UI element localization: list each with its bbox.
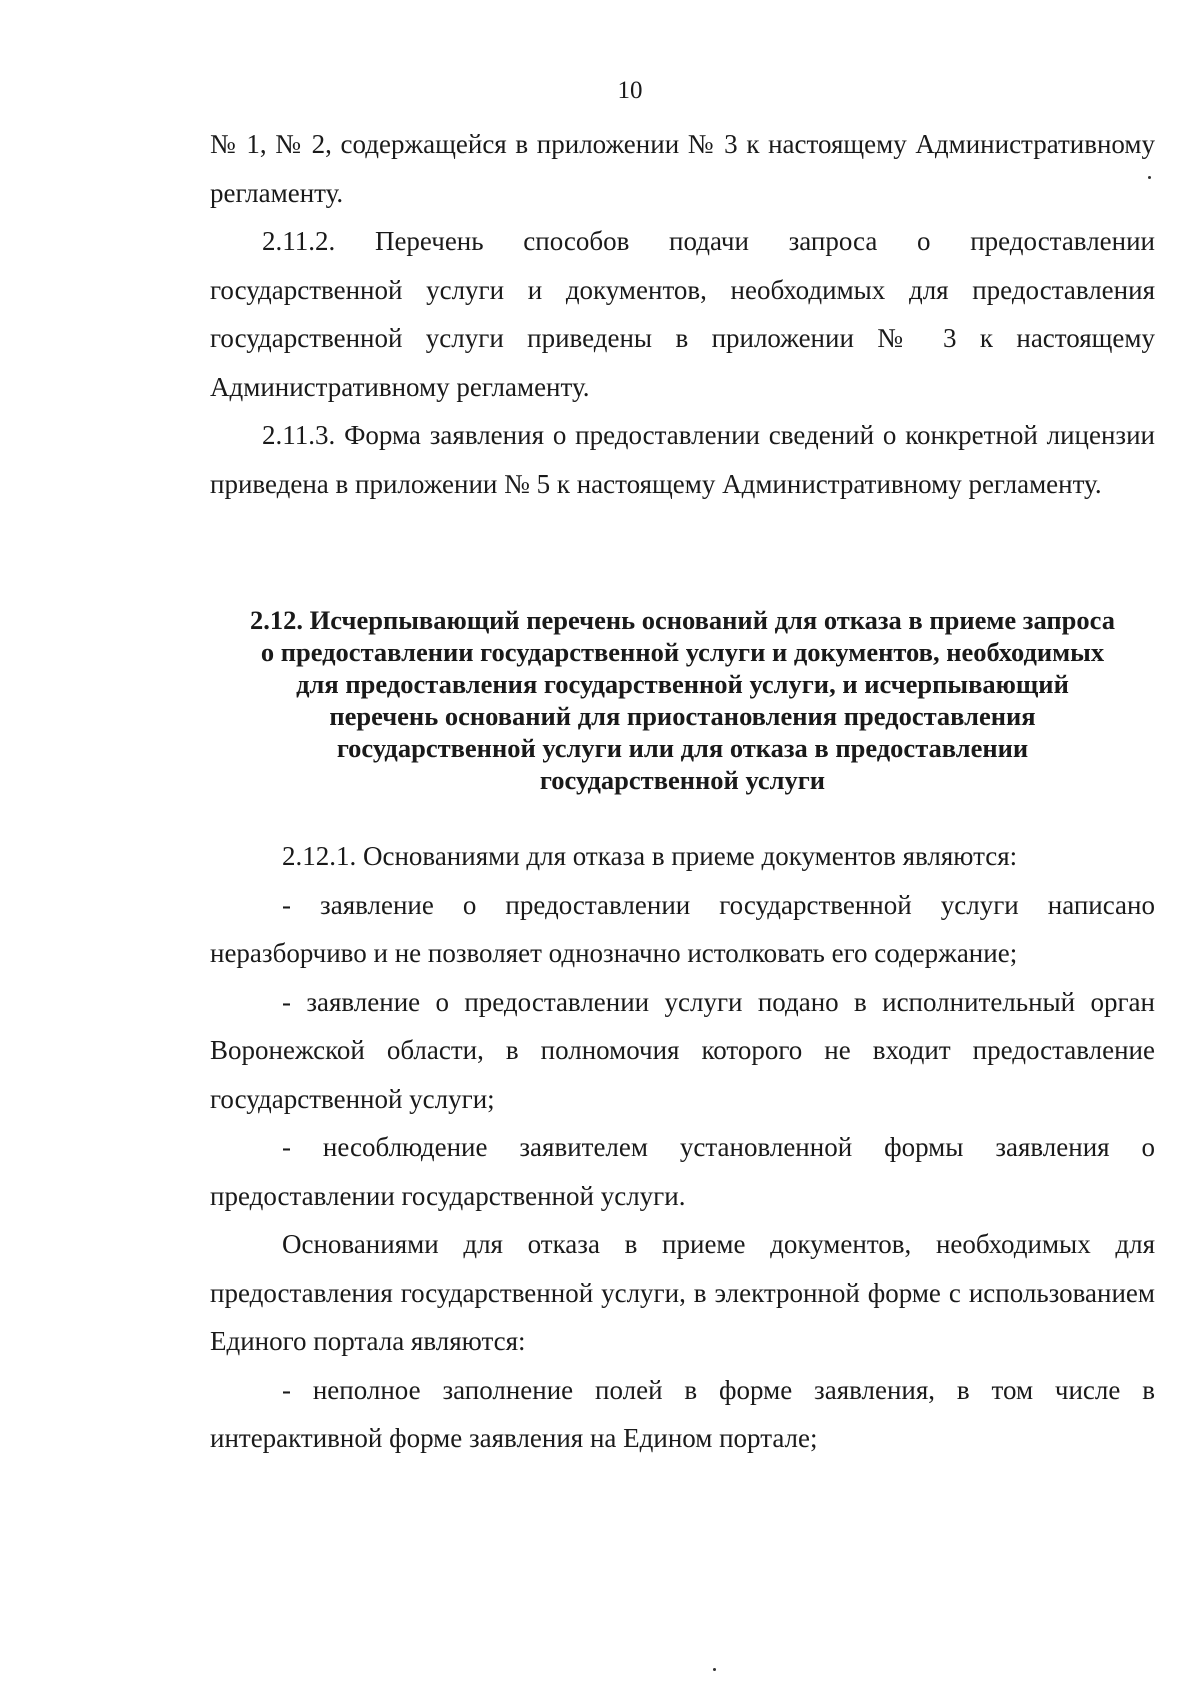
scan-speck — [713, 1668, 716, 1671]
intro-block — [210, 120, 1155, 508]
paragraph-2-12-1: 2.12.1. Основаниями для отказа в приеме документов являются: — [282, 841, 1018, 871]
heading-line: о предоставлении государственной услуги и документов, необходимых — [260, 637, 1105, 667]
list-item: - несоблюдение заявителем установленной формы заявления о предоставлении государственной услуги. — [210, 1132, 1155, 1211]
heading-line: государственной услуги или для отказа в предоставлении — [336, 733, 1029, 763]
paragraph-2-11-2: 2.11.2. Перечень способов подачи запроса о предоставлении государственной услуги и документов, необходимых для предоставления государственной услуги приведены в приложении № 3 к настоящему Административному регламенту. — [210, 226, 1155, 402]
section-heading-2-12 — [210, 604, 1155, 796]
heading-line: перечень оснований для приостановления предоставления — [329, 701, 1036, 731]
list-item: - заявление о предоставлении услуги подано в исполнительный орган Воронежской области, в полномочия которого не входит предоставление государственной услуги; — [210, 986, 1155, 1114]
continuation-paragraph: № 1, № 2, содержащейся в приложении № 3 к настоящему Административному регламенту. — [210, 129, 1155, 208]
list-item: - заявление о предоставлении государственной услуги написано неразборчиво и не позволяет однозначно истолковать его содержание; — [210, 889, 1155, 968]
heading-line: 2.12. Исчерпывающий перечень оснований для отказа в приеме запроса — [250, 605, 1115, 635]
body-block — [210, 832, 1155, 1463]
list-item: - неполное заполнение полей в форме заявления, в том числе в интерактивной форме заявления на Едином портале; — [210, 1374, 1155, 1453]
heading-line: для предоставления государственной услуги, и исчерпывающий — [296, 669, 1069, 699]
scan-speck — [1148, 176, 1151, 179]
page-number: 10 — [617, 77, 643, 104]
heading-line: государственной услуги — [539, 765, 826, 795]
paragraph-electronic-grounds: Основаниями для отказа в приеме документов, необходимых для предоставления государственной услуги, в электронной форме с использованием Единого портала являются: — [210, 1229, 1155, 1356]
paragraph-2-11-3: 2.11.3. Форма заявления о предоставлении сведений о конкретной лицензии приведена в приложении № 5 к настоящему Административному регламенту. — [210, 420, 1155, 499]
